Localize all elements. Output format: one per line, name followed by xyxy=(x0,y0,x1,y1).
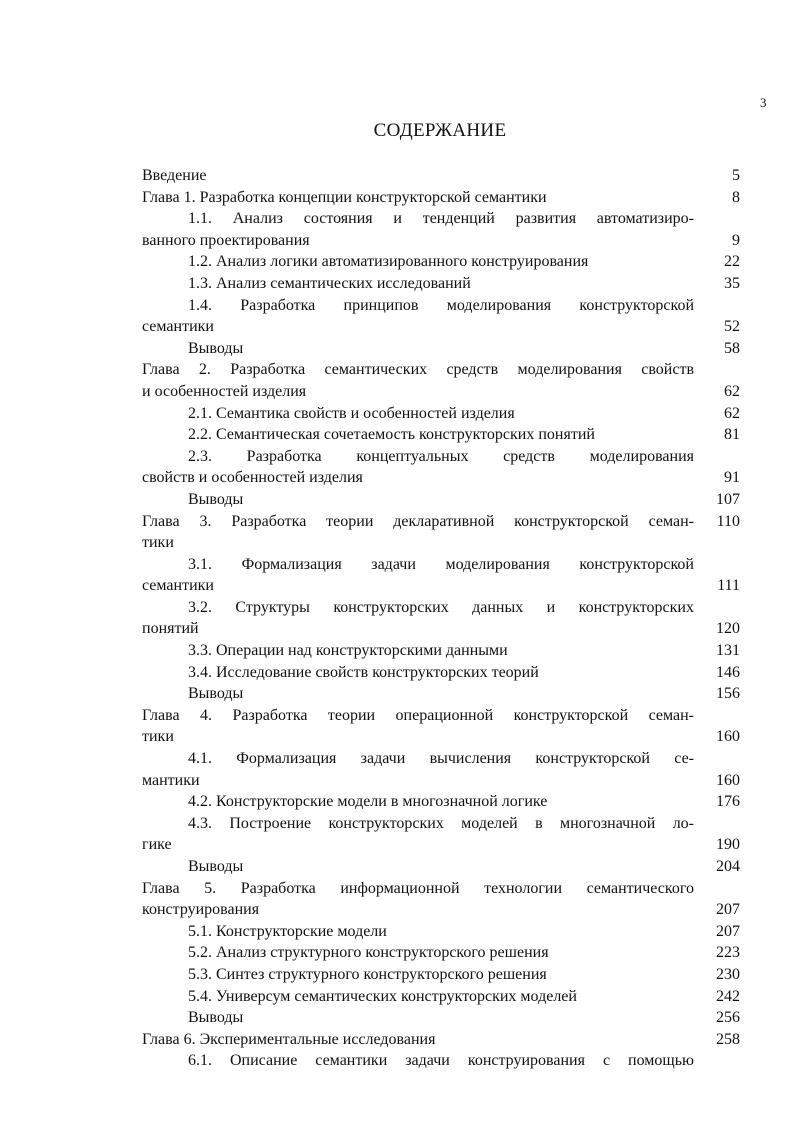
toc-entry-title: 1.1. Анализ состояния и тенденций развития автоматизиро- xyxy=(188,210,694,228)
toc-entry-title: 3.2. Структуры конструкторских данных и конструкторских xyxy=(188,598,694,616)
page-title: СОДЕРЖАНИЕ xyxy=(373,120,507,141)
toc-entry-page: 110 xyxy=(716,512,740,530)
toc-entry xyxy=(142,273,740,295)
toc-entry-title: 5.2. Анализ структурного конструкторского решения xyxy=(188,944,549,962)
toc-entry xyxy=(142,359,740,381)
toc-entry xyxy=(142,618,740,640)
toc-entry-page: 204 xyxy=(716,858,740,875)
toc-entry xyxy=(142,921,740,943)
toc-entry xyxy=(142,316,740,338)
toc-entry-title: 3.1. Формализация задачи моделирования конструкторской xyxy=(188,555,694,573)
toc-entry-title: Глава 5. Разработка информационной технологии семантического xyxy=(142,879,694,897)
toc-entry-title: 2.1. Семантика свойств и особенностей изделия xyxy=(188,404,515,422)
toc-entry-title: Глава 2. Разработка семантических средств моделирования свойств xyxy=(142,361,694,379)
toc-entry-page: 91 xyxy=(724,469,740,487)
toc-entry-title: 3.4. Исследование свойств конструкторских теорий xyxy=(188,663,539,681)
toc-entry xyxy=(142,575,740,597)
toc-entry xyxy=(142,230,740,252)
toc-entry-title: Выводы xyxy=(188,685,244,703)
toc-entry-title: семантики xyxy=(142,318,214,336)
toc-entry-title: ванного проектирования xyxy=(142,231,310,249)
table-of-contents xyxy=(142,165,740,1072)
toc-entry xyxy=(142,511,740,533)
toc-entry-title: тики xyxy=(142,534,174,552)
toc-entry xyxy=(142,187,740,209)
toc-entry xyxy=(142,986,740,1008)
toc-entry-title: 4.3. Построение конструкторских моделей в многозначной ло- xyxy=(188,814,694,832)
toc-entry-page: 22 xyxy=(724,253,740,271)
toc-entry-page: 156 xyxy=(716,685,740,703)
toc-entry-page: 223 xyxy=(716,944,740,962)
toc-entry-page: 5 xyxy=(732,167,740,184)
toc-entry xyxy=(142,424,740,446)
toc-entry xyxy=(142,532,740,554)
toc-entry-page: 146 xyxy=(716,663,740,681)
toc-entry-title: 5.4. Универсум семантических конструкторских моделей xyxy=(188,987,577,1005)
toc-entry-title: Глава 1. Разработка концепции конструкторской семантики xyxy=(142,188,547,206)
toc-entry-page: 258 xyxy=(716,1030,740,1048)
toc-entry-page: 230 xyxy=(716,965,740,983)
toc-entry xyxy=(142,705,740,727)
toc-entry-title: 5.1. Конструкторские модели xyxy=(188,922,387,940)
toc-entry xyxy=(142,856,740,878)
toc-entry-title: Выводы xyxy=(188,339,244,357)
toc-entry xyxy=(142,467,740,489)
toc-entry-page: 9 xyxy=(732,231,740,249)
toc-entry-page: 58 xyxy=(724,339,740,357)
toc-entry-title: понятий xyxy=(142,620,199,638)
toc-entry-title: 6.1. Описание семантики задачи конструирования с помощью xyxy=(188,1052,694,1070)
toc-entry-title: 1.2. Анализ логики автоматизированного конструирования xyxy=(188,253,589,271)
toc-entry xyxy=(142,683,740,705)
toc-entry-title: Выводы xyxy=(188,1009,244,1027)
toc-entry xyxy=(142,878,740,900)
toc-entry xyxy=(142,813,740,835)
toc-entry xyxy=(142,1050,740,1072)
toc-entry-page: 176 xyxy=(716,793,740,811)
toc-entry xyxy=(142,554,740,576)
toc-entry-page: 107 xyxy=(716,490,740,508)
toc-entry-title: Глава 3. Разработка теории декларативной конструкторской семан- xyxy=(142,512,694,530)
toc-entry-title: 2.3. Разработка концептуальных средств моделирования xyxy=(188,447,694,465)
toc-entry xyxy=(142,899,740,921)
toc-entry-title: 1.4. Разработка принципов моделирования конструкторской xyxy=(188,296,694,314)
toc-entry xyxy=(142,597,740,619)
toc-entry xyxy=(142,403,740,425)
toc-entry-title: и особенностей изделия xyxy=(142,382,307,400)
toc-entry-page: 207 xyxy=(716,922,740,940)
toc-entry-title: 4.2. Конструкторские модели в многозначной логике xyxy=(188,793,548,811)
toc-entry xyxy=(142,640,740,662)
toc-entry-title: Введение xyxy=(142,167,207,184)
toc-entry-title: 4.1. Формализация задачи вычисления конструкторской се- xyxy=(188,750,694,768)
toc-entry xyxy=(142,662,740,684)
toc-entry xyxy=(142,295,740,317)
toc-entry xyxy=(142,446,740,468)
toc-entry-page: 8 xyxy=(732,188,740,206)
toc-entry-title: 3.3. Операции над конструкторскими данными xyxy=(188,642,508,660)
toc-entry xyxy=(142,165,740,187)
toc-entry xyxy=(142,770,740,792)
toc-entry-page: 52 xyxy=(724,318,740,336)
toc-entry-title: свойств и особенностей изделия xyxy=(142,469,363,487)
toc-entry-page: 242 xyxy=(716,987,740,1005)
toc-entry xyxy=(142,748,740,770)
toc-entry-title: 1.3. Анализ семантических исследований xyxy=(188,274,471,292)
toc-entry-title: Выводы xyxy=(188,490,244,508)
toc-entry-title: гике xyxy=(142,836,172,854)
toc-entry-title: Глава 6. Экспериментальные исследования xyxy=(142,1030,436,1048)
toc-entry-page: 190 xyxy=(716,836,740,854)
toc-entry-page: 111 xyxy=(717,577,740,595)
toc-entry-page: 131 xyxy=(716,642,740,660)
toc-entry xyxy=(142,791,740,813)
toc-entry-title: Выводы xyxy=(188,858,244,875)
toc-entry xyxy=(142,726,740,748)
toc-entry xyxy=(142,834,740,856)
toc-entry xyxy=(142,942,740,964)
toc-entry-page: 256 xyxy=(716,1009,740,1027)
toc-entry xyxy=(142,489,740,511)
toc-entry xyxy=(142,964,740,986)
toc-entry-page: 207 xyxy=(716,901,740,919)
toc-entry xyxy=(142,1007,740,1029)
toc-entry xyxy=(142,338,740,360)
toc-entry xyxy=(142,1029,740,1051)
toc-entry-page: 62 xyxy=(724,404,740,422)
toc-entry-title: мантики xyxy=(142,771,200,789)
toc-entry-page: 35 xyxy=(724,274,740,292)
toc-entry-page: 120 xyxy=(716,620,740,638)
toc-entry-title: 2.2. Семантическая сочетаемость конструкторских понятий xyxy=(188,426,595,444)
toc-entry-title: 5.3. Синтез структурного конструкторского решения xyxy=(188,965,547,983)
page-number: 3 xyxy=(760,95,767,110)
toc-entry xyxy=(142,381,740,403)
toc-entry-page: 160 xyxy=(716,771,740,789)
toc-entry-title: семантики xyxy=(142,577,214,595)
toc-entry xyxy=(142,251,740,273)
toc-entry-title: конструирования xyxy=(142,901,260,919)
toc-entry-page: 160 xyxy=(716,728,740,746)
toc-entry xyxy=(142,208,740,230)
toc-entry-title: тики xyxy=(142,728,174,746)
toc-entry-page: 81 xyxy=(724,426,740,444)
toc-entry-title: Глава 4. Разработка теории операционной конструкторской семан- xyxy=(142,706,694,724)
toc-entry-page: 62 xyxy=(724,382,740,400)
